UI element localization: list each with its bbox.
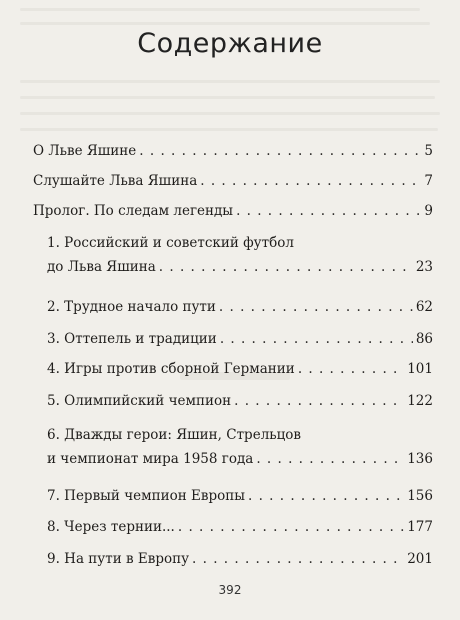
toc-entry-chapter-8[interactable] [47, 518, 433, 536]
toc-entry-title: 3. Оттепель и традиции [47, 331, 217, 347]
leader-dots [234, 392, 404, 410]
toc-entry-chapter-2[interactable] [47, 298, 433, 316]
toc-entry-page: 5 [424, 143, 433, 159]
leader-dots [178, 518, 404, 536]
toc-entry-page: 23 [415, 259, 433, 275]
toc-entry-page: 86 [415, 331, 433, 347]
toc-entry-title: 2. Трудное начало пути [47, 299, 216, 315]
toc-entry-page: 122 [407, 393, 433, 409]
toc-entry-title: 9. На пути в Европу [47, 551, 190, 567]
toc-entry-title: Слушайте Льва Яшина [33, 173, 198, 189]
toc-entry-chapter-6[interactable] [47, 426, 433, 468]
leader-dots [200, 172, 421, 190]
toc-entry-title: 8. Через тернии... [47, 519, 175, 535]
toc-entry-front-3[interactable] [33, 202, 433, 220]
toc-entry-title: О Льве Яшине [33, 143, 137, 159]
page-title: Содержание [137, 28, 323, 59]
toc-entry-page: 9 [424, 203, 433, 219]
toc-entry-chapter-9[interactable] [47, 550, 433, 568]
leader-dots [236, 202, 421, 220]
leader-dots [219, 298, 413, 316]
leader-dots [220, 330, 413, 348]
toc-entry-title: Пролог. По следам легенды [33, 203, 234, 219]
toc-entry-chapter-4[interactable] [47, 360, 433, 378]
toc-entry-chapter-3[interactable] [47, 330, 433, 348]
leader-dots [256, 450, 404, 468]
toc-entry-title: 4. Игры против сборной Германии [47, 361, 295, 377]
leader-dots [139, 142, 421, 160]
toc-entry-chapter-1[interactable] [47, 234, 433, 276]
toc-entry-title: 6. Дважды герои: Яшин, Стрельцов [47, 427, 302, 443]
toc-entry-title: 7. Первый чемпион Европы [47, 488, 246, 504]
toc-entry-title: 1. Российский и советский футбол [47, 235, 294, 251]
toc-entry-title-continued: и чемпионат мира 1958 года [47, 451, 254, 467]
toc-entry-page: 201 [407, 551, 433, 567]
leader-dots [159, 258, 413, 276]
leader-dots [248, 487, 404, 505]
toc-entry-page: 136 [407, 451, 433, 467]
toc-entry-page: 7 [424, 173, 433, 189]
toc-entry-page: 62 [415, 299, 433, 315]
toc-entry-front-2[interactable] [33, 172, 433, 190]
leader-dots [298, 360, 404, 378]
toc-entry-title-continued: до Льва Яшина [47, 259, 156, 275]
toc-entry-chapter-7[interactable] [47, 487, 433, 505]
toc-entry-front-1[interactable] [33, 142, 433, 160]
toc-entry-page: 156 [407, 488, 433, 504]
toc-entry-title: 5. Олимпийский чемпион [47, 393, 232, 409]
toc-entry-chapter-5[interactable] [47, 392, 433, 410]
toc-entry-page: 177 [407, 519, 433, 535]
toc-entry-page: 101 [407, 361, 433, 377]
page-number: 392 [218, 583, 242, 597]
leader-dots [192, 550, 404, 568]
